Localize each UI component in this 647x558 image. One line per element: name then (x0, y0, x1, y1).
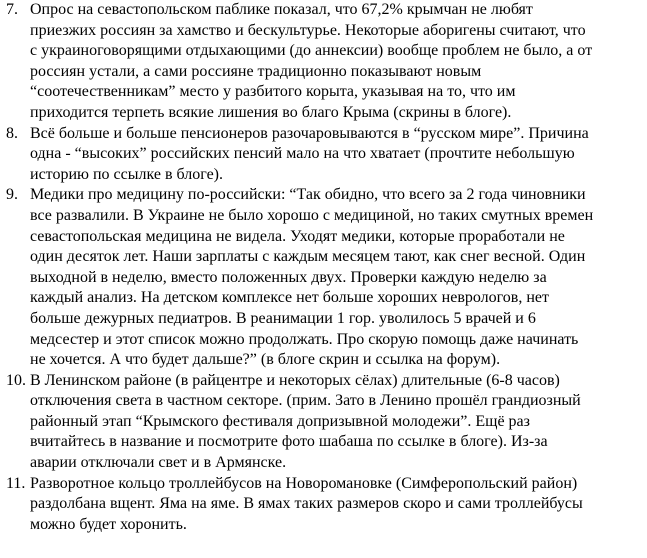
list-item-number: 9. (6, 186, 18, 204)
list-item-text: Всё больше и больше пенсионеров разочаровываются в “русском мире”. Причина одна - “высоких” российских пенсий мало на что хватает (прочтите небольшую историю по ссылке в блоге). (30, 124, 589, 183)
list-item-text: Опрос на севастопольском паблике показал, что 67,2% крымчан не любят приезжих россиян за хамство и бескультурье. Некоторые аборигены считают, что с украиноговорящими отдыхающими (до аннексии) вообще проблем не было, а от россиян устали, а сами россияне традиционно показывают новым “соотечественникам” место у разбитого корыта, указывая на то, что им приходится терпеть всякие лишения во благо Крыма (скрины в блоге). (30, 1, 593, 121)
list-item-text: Разворотное кольцо троллейбусов на Новоромановке (Симферопольский район) раздолбана вщент. Яма на яме. В ямах таких размеров скоро и сами троллейбусы можно будет хоронить. (30, 474, 583, 533)
list-item-number: 11. (6, 474, 26, 492)
list-item (6, 185, 645, 370)
list-item (6, 474, 645, 536)
list-item-number: 10. (6, 371, 26, 389)
list-item-number: 7. (6, 1, 18, 18)
list-item (6, 0, 645, 124)
list-item-number: 8. (6, 124, 18, 142)
list-item (6, 371, 645, 474)
list-item (6, 124, 645, 186)
list-item-text: Медики про медицину по-российски: “Так обидно, что всего за 2 года чиновники все развалили. В Украине не было хорошо с медициной, но таких смутных времен севастопольская медицина не видела. Уходят медики, которые проработали не один десяток лет. Наши зарплаты с каждым месяцем тают, как снег весной. Один выходной в неделю, вместо положенных двух. Проверки каждую неделю за каждый анализ. На детском комплексе нет больше хороших неврологов, нет больше дежурных педиатров. В реанимации 1 гор. уволилось 5 врачей и 6 медсестер и этот список можно продолжать. Про скорую помощь даже начинать не хочется. А что будет дальше?” (в блоге скрин и ссылка на форум). (30, 186, 594, 369)
list-item-text: В Ленинском районе (в райцентре и некоторых сёлах) длительные (6-8 часов) отключения света в частном секторе. (прим. Зато в Ленино прошёл грандиозный районный этап “Крымского фестиваля допризывной молодежи”. Ещё раз вчитайтесь в название и посмотрите фото шабаша по ссылке в блоге). Из-за аварии отключали свет и в Армянске. (30, 371, 581, 472)
